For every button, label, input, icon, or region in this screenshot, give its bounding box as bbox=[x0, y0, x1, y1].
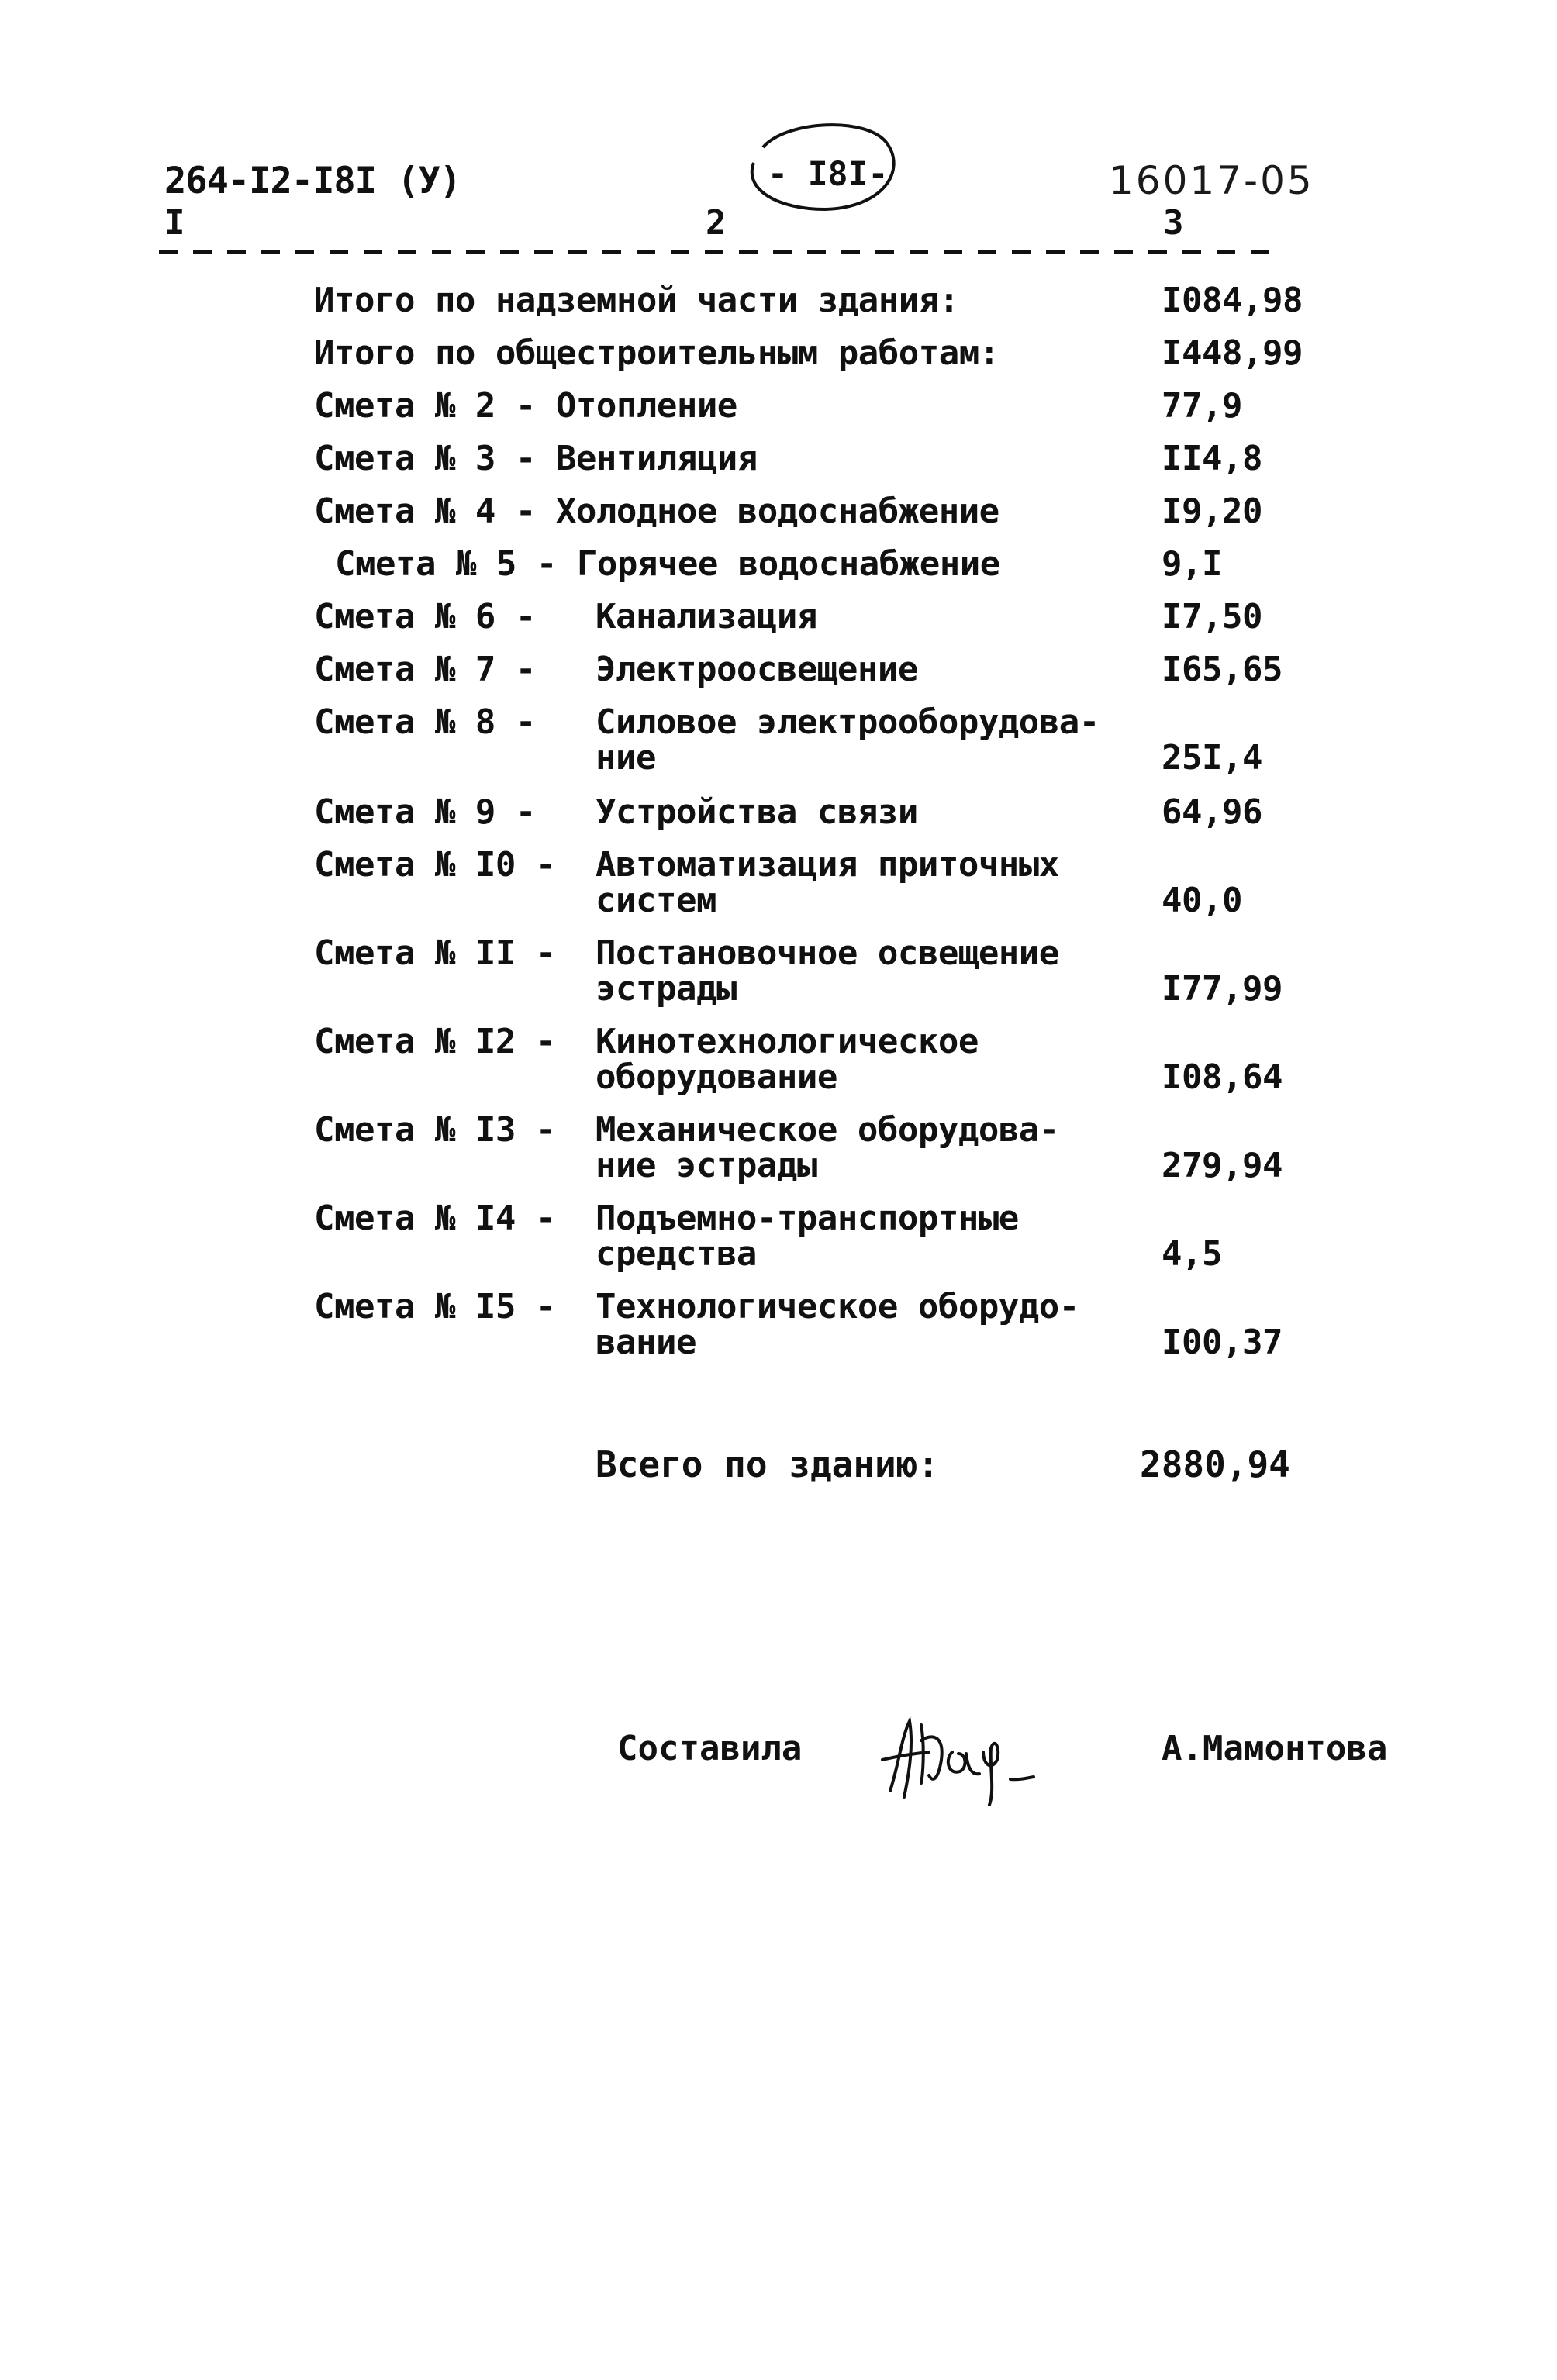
row-label: Смета № 5 - Горячее водоснабжение bbox=[335, 544, 1000, 584]
total-value: 2880,94 bbox=[1140, 1444, 1290, 1485]
row-value: I65,65 bbox=[1162, 650, 1283, 689]
row-value: 4,5 bbox=[1162, 1234, 1222, 1274]
row-value: I084,98 bbox=[1162, 281, 1303, 320]
row-description: Постановочное освещение bbox=[596, 933, 1059, 973]
row-description-continued: эстрады bbox=[596, 969, 737, 1009]
row-value: I00,37 bbox=[1162, 1323, 1283, 1362]
row-description: Механическое оборудова- bbox=[596, 1110, 1059, 1150]
document-number: 16017-05 bbox=[1109, 158, 1314, 203]
row-description: Технологическое оборудо- bbox=[596, 1287, 1079, 1326]
row-value: I77,99 bbox=[1162, 969, 1283, 1009]
row-label: Смета № 7 - bbox=[314, 650, 536, 689]
handwritten-signature bbox=[867, 1706, 1068, 1806]
row-description-continued: ние bbox=[596, 738, 656, 778]
row-label: Смета № 2 - Отопление bbox=[314, 386, 737, 426]
row-value: I448,99 bbox=[1162, 333, 1303, 373]
row-description: Электроосвещение bbox=[596, 650, 918, 689]
row-value: 40,0 bbox=[1162, 881, 1242, 920]
row-value: I7,50 bbox=[1162, 597, 1262, 636]
row-description: Силовое электрооборудова- bbox=[596, 702, 1100, 742]
row-label: Смета № I3 - bbox=[314, 1110, 556, 1150]
row-label: Смета № II - bbox=[314, 933, 556, 973]
page-number: - I8I- bbox=[768, 155, 889, 194]
row-description-continued: оборудование bbox=[596, 1057, 837, 1097]
row-label: Смета № 8 - bbox=[314, 702, 536, 742]
header-dashed-rule bbox=[159, 250, 1276, 254]
document-code: 264-I2-I8I (У) bbox=[164, 160, 461, 202]
row-value: 25I,4 bbox=[1162, 738, 1262, 778]
row-label: Смета № I5 - bbox=[314, 1287, 556, 1326]
row-description: Канализация bbox=[596, 597, 817, 636]
row-description-continued: вание bbox=[596, 1323, 696, 1362]
row-description-continued: ние эстрады bbox=[596, 1146, 817, 1185]
row-value: II4,8 bbox=[1162, 439, 1262, 478]
row-description: Устройства связи bbox=[596, 792, 918, 832]
row-label: Смета № I2 - bbox=[314, 1022, 556, 1061]
signature-name: А.Мамонтова bbox=[1162, 1729, 1388, 1768]
row-value: 77,9 bbox=[1162, 386, 1242, 426]
row-value: 64,96 bbox=[1162, 792, 1262, 832]
column-number-3: 3 bbox=[1163, 203, 1184, 243]
row-description: Подъемно-транспортные bbox=[596, 1199, 1019, 1238]
row-value: I9,20 bbox=[1162, 492, 1262, 531]
row-label: Смета № 6 - bbox=[314, 597, 536, 636]
column-number-1: I bbox=[164, 203, 185, 243]
row-description: Автоматизация приточных bbox=[596, 845, 1059, 885]
row-value: 279,94 bbox=[1162, 1146, 1283, 1185]
row-label: Смета № I0 - bbox=[314, 845, 556, 885]
row-description-continued: систем bbox=[596, 881, 716, 920]
row-label: Итого по надземной части здания: bbox=[314, 281, 959, 320]
row-label: Смета № 9 - bbox=[314, 792, 536, 832]
row-label: Смета № 3 - Вентиляция bbox=[314, 439, 758, 478]
row-label: Смета № 4 - Холодное водоснабжение bbox=[314, 492, 999, 531]
row-value: I08,64 bbox=[1162, 1057, 1283, 1097]
row-description-continued: средства bbox=[596, 1234, 757, 1274]
row-label: Смета № I4 - bbox=[314, 1199, 556, 1238]
total-label: Всего по зданию: bbox=[596, 1444, 940, 1485]
row-description: Кинотехнологическое bbox=[596, 1022, 979, 1061]
row-label: Итого по общестроительным работам: bbox=[314, 333, 999, 373]
row-value: 9,I bbox=[1162, 544, 1222, 584]
column-number-2: 2 bbox=[706, 203, 727, 243]
signature-role: Составила bbox=[617, 1729, 803, 1768]
